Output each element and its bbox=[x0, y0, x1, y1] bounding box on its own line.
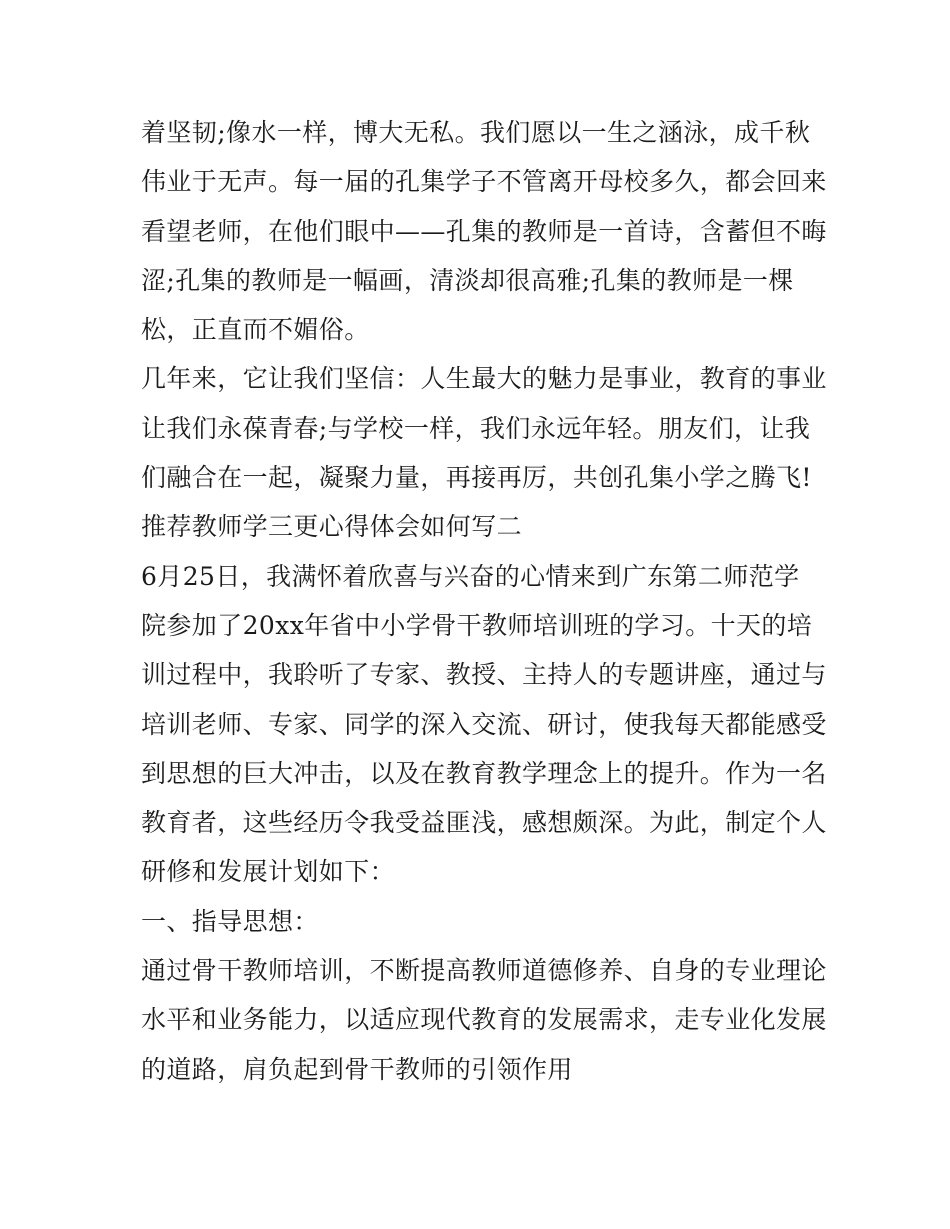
document-body bbox=[141, 108, 827, 1094]
text-line: 伟业于无声。每一届的孔集学子不管离开母校多久，都会回来 bbox=[141, 167, 827, 197]
text-line: 教育者，这些经历令我受益匪浅，感想颇深。为此，制定个人 bbox=[141, 808, 827, 838]
text-line: 们融合在一起，凝聚力量，再接再厉，共创孔集小学之腾飞! bbox=[141, 463, 812, 493]
text-line: 松，正直而不媚俗。 bbox=[141, 315, 370, 345]
text-line: 6月25日，我满怀着欣喜与兴奋的心情来到广东第二师范学 bbox=[141, 561, 800, 591]
section-heading: 一、指导思想： bbox=[141, 906, 319, 936]
text-line: 看望老师，在他们眼中——孔集的教师是一首诗，含蓄但不晦 bbox=[141, 216, 827, 246]
text-line: 水平和业务能力，以适应现代教育的发展需求，走专业化发展 bbox=[141, 1005, 827, 1035]
text-line: 着坚韧;像水一样，博大无私。我们愿以一生之涵泳，成千秋 bbox=[141, 118, 811, 147]
text-line: 训过程中，我聆听了专家、教授、主持人的专题讲座，通过与 bbox=[141, 660, 827, 690]
text-line: 让我们永葆青春;与学校一样，我们永远年轻。朋友们，让我 bbox=[141, 413, 811, 443]
text-line: 涩;孔集的教师是一幅画，清淡却很高雅;孔集的教师是一棵 bbox=[141, 265, 794, 295]
section-heading: 推荐教师学三更心得体会如何写二 bbox=[141, 512, 523, 542]
text-line: 研修和发展计划如下： bbox=[141, 857, 396, 887]
text-line: 的道路，肩负起到骨干教师的引领作用 bbox=[141, 1054, 573, 1084]
text-line: 通过骨干教师培训，不断提高教师道德修养、自身的专业理论 bbox=[141, 956, 827, 986]
text-line: 培训老师、专家、同学的深入交流、研讨，使我每天都能感受 bbox=[141, 709, 827, 739]
text-line: 到思想的巨大冲击，以及在教育教学理念上的提升。作为一名 bbox=[141, 758, 827, 788]
text-line: 院参加了20xx年省中小学骨干教师培训班的学习。十天的培 bbox=[141, 610, 813, 640]
text-line: 几年来，它让我们坚信：人生最大的魅力是事业，教育的事业 bbox=[141, 364, 827, 394]
